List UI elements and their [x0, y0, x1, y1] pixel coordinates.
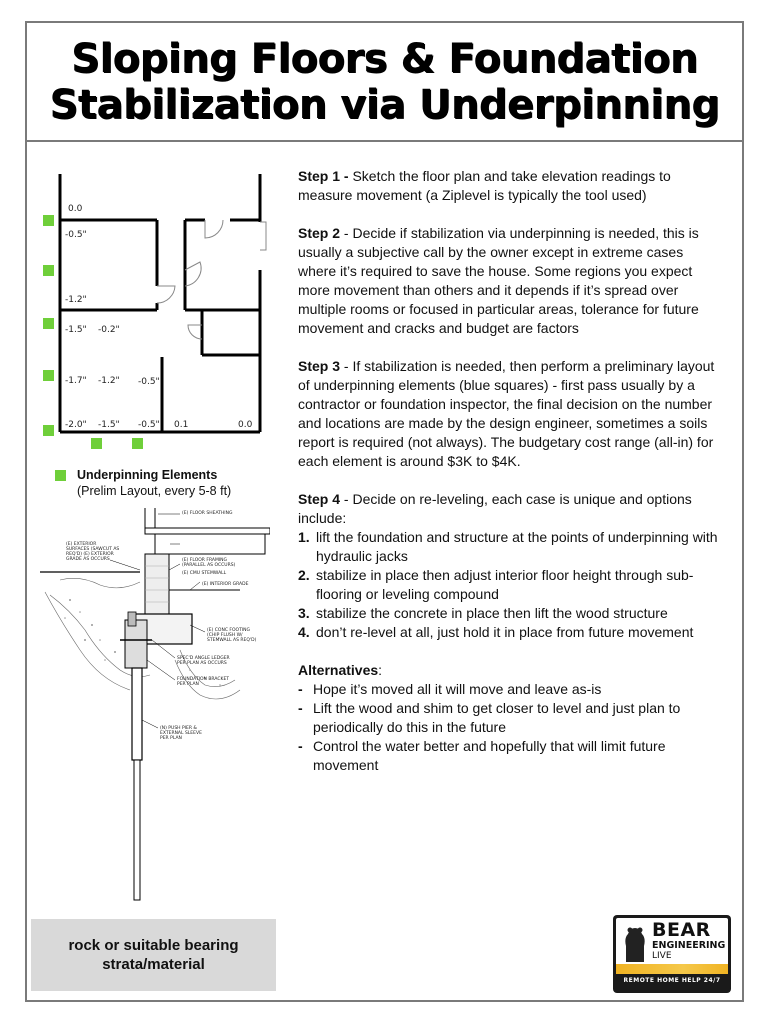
- elevation-label: -1.2": [98, 376, 120, 386]
- logo-stripe: [616, 964, 728, 974]
- underpinning-elements: [43, 215, 143, 449]
- title-line-2: Stabilization via Underpinning: [49, 81, 720, 128]
- alternatives-heading: Alternatives:: [298, 662, 383, 678]
- logo-bear-text: BEAR: [652, 919, 711, 941]
- logo-live-text: LIVE: [652, 951, 672, 961]
- elevation-label: -1.7": [65, 376, 87, 386]
- elevation-label: -0.2": [98, 325, 120, 335]
- title-banner: [27, 23, 742, 142]
- step-4: Step 4 - Decide on re-leveling, each case is unique and options include:: [298, 491, 692, 526]
- legend-swatch: [55, 470, 66, 481]
- title-line-1: Sloping Floors & Foundation: [71, 35, 698, 82]
- list-item: 1. lift the foundation and structure at the points of underpinning with hydraulic jacks: [298, 529, 718, 564]
- elevation-label: -1.5": [65, 325, 87, 335]
- note-push-pier: (N) PUSH PIER & EXTERNAL SLEEVE PER PLAN: [160, 726, 202, 741]
- elevation-label: -0.5": [138, 420, 160, 430]
- list-item: 2. stabilize in place then adjust interior floor height through sub-flooring or leveling compound: [298, 567, 694, 602]
- note-floor-framing: (E) FLOOR FRAMING (PARALLEL AS OCCURS): [182, 558, 236, 568]
- note-floor-sheathing: (E) FLOOR SHEATHING: [182, 511, 233, 516]
- step-1: Step 1 - Sketch the floor plan and take elevation readings to measure movement (a Ziplevel is typically the tool used): [298, 168, 671, 203]
- legend-title: Underpinning Elements: [77, 468, 218, 482]
- elevation-label: 0.0: [238, 420, 253, 430]
- bearing-line-1: rock or suitable bearing: [68, 937, 239, 954]
- list-item: 4. don’t re-level at all, just hold it in place from future movement: [298, 624, 694, 640]
- list-item: 3. stabilize the concrete in place then lift the wood structure: [298, 605, 668, 621]
- bear-silhouette-icon: [620, 924, 650, 964]
- note-interior-grade: (E) INTERIOR GRADE: [202, 582, 249, 587]
- elevation-label: -0.5": [138, 377, 160, 387]
- logo-engineering-text: ENGINEERING: [652, 940, 726, 951]
- list-item: - Hope it’s moved all it will move and leave as-is: [298, 681, 602, 697]
- floor-plan-diagram: [40, 170, 270, 455]
- bearing-strata-box: [31, 919, 276, 991]
- elevation-label: -1.5": [98, 420, 120, 430]
- step-3: Step 3 - If stabilization is needed, then perform a preliminary layout of underpinning elements (blue squares) - first pass usually by a contractor or foundation inspector, the final decision on the number and locations are made by the design engineer, sometimes a soils report is required (not always). The budgetary cost range (all-in) for each element is around $3K to $4K.: [298, 358, 715, 469]
- bear-engineering-logo: [613, 915, 731, 993]
- step-2: Step 2 - Decide if stabilization via underpinning is needed, this is usually a subjective call by the owner except in extreme cases where it’s required to save the house. Some regions you expect more movement than others and it depends if it’s spread over multiple rooms or focused in particular areas, tolerance for future movement and cracks and budget are factors: [298, 225, 699, 336]
- section-drawing: [40, 500, 270, 920]
- elevation-label: 0.0: [68, 204, 83, 214]
- steps-text-column: [298, 167, 723, 775]
- note-exterior-surfaces: (E) EXTERIOR SURFACES (SAWCUT AS REQ'D) (E) EXTERIOR GRADE AS OCCURS: [66, 542, 120, 562]
- logo-tagline: REMOTE HOME HELP 24/7: [623, 977, 721, 984]
- elevation-label: -1.2": [65, 295, 87, 305]
- elevation-label: 0.1: [174, 420, 189, 430]
- bearing-line-2: strata/material: [102, 956, 205, 973]
- list-item: - Lift the wood and shim to get closer to level and just plan to periodically do this in the future: [298, 700, 681, 735]
- note-steel-angle: SPEC'D ANGLE LEDGER PER PLAN AS OCCURS: [177, 656, 230, 666]
- underpinning-section-detail: [40, 500, 270, 920]
- alternatives-list: [298, 680, 723, 775]
- releveling-options: [298, 528, 723, 642]
- legend-subtitle: (Prelim Layout, every 5-8 ft): [77, 484, 232, 498]
- note-cmu-stemwall: (E) CMU STEMWALL: [182, 571, 227, 576]
- elevation-label: -0.5": [65, 230, 87, 240]
- note-foundation-bracket: FOUNDATION BRACKET PER PLAN: [177, 677, 230, 687]
- list-item: - Control the water better and hopefully that will limit future movement: [298, 738, 666, 773]
- note-conc-footing: (E) CONC FOOTING (CHIP FLUSH W/ STEMWALL AS REQ'D): [207, 628, 257, 643]
- elevation-label: -2.0": [65, 420, 87, 430]
